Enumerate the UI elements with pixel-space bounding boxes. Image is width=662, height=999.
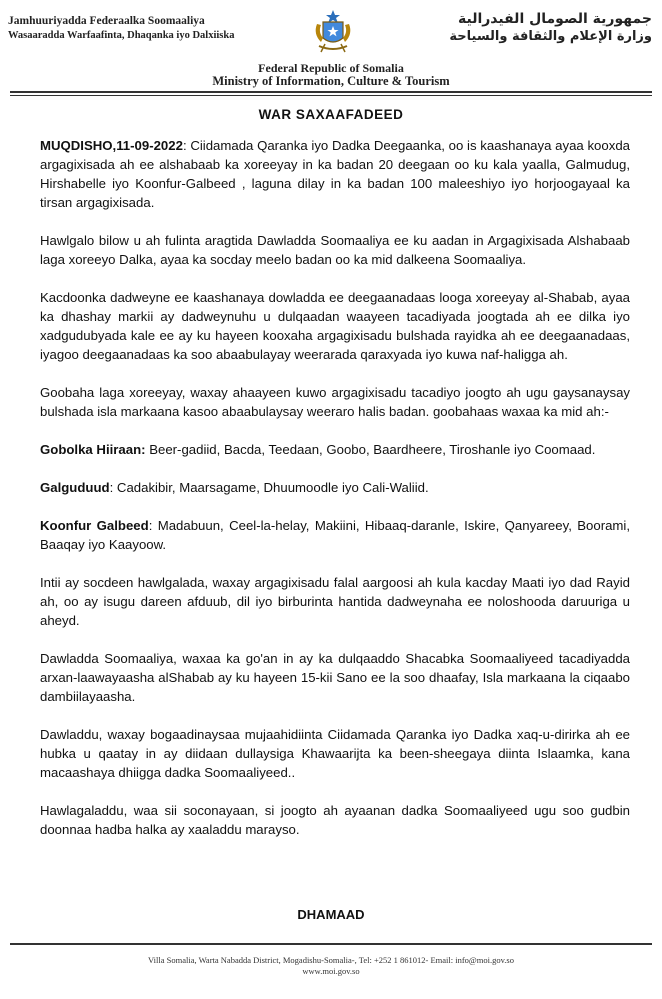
header-somali-line2: Wasaaradda Warfaafinta, Dhaqanka iyo Dalxiiska bbox=[8, 30, 235, 41]
paragraph bbox=[40, 725, 630, 782]
press-release-body bbox=[40, 136, 630, 858]
paragraph-text: Goobaha laga xoreeyay, waxay ahaayeen kuwo argagixisadu tacadiyo joogto ah ugu gaysanaysay bulshada isla markaana kasoo abaabulaysay weeraro halis badan. goobahaas waxaa ka mid ah:- bbox=[40, 385, 630, 419]
header-arabic-line1: جمهورية الصومال الفيدرالية bbox=[457, 11, 652, 27]
region-places: : Madabuun, Ceel-la-helay, Makiini, Hibaaq-daranle, Iskire, Qanyareey, Boorami, Baaqay iyo Kaayoow. bbox=[40, 518, 631, 552]
paragraph-text: Dawladdu, waxay bogaadinaysaa mujaahidiinta Ciidamada Qaranka iyo Dadka xaq-u-dirirka ah ee hubka u qaatay in ay diidaan dullaysiga Khawaarijta ka been-sheegaya diinta Islaamka, kana macaashaya dhiigga dadka Soomaaliyeed.. bbox=[40, 727, 630, 780]
region-list-hiiraan bbox=[40, 440, 630, 459]
region-list-koonfur-galbeed bbox=[40, 516, 630, 554]
paragraph-text: Hawlagaladdu, waa sii soconayaan, si joogto ah ayaanan dadka Soomaaliyeed ugu soo gudbin doonnaa hadba halka ay xaaladdu marayso. bbox=[40, 803, 630, 837]
region-name: Koonfur Galbeed bbox=[40, 518, 149, 533]
footer-divider bbox=[10, 943, 652, 945]
region-places: Beer-gadiid, Bacda, Teedaan, Goobo, Baardheere, Tiroshanle iyo Coomaad. bbox=[145, 442, 596, 457]
paragraph-text: Intii ay socdeen hawlgalada, waxay argagixisadu falal aargoosi ah kula kacday Maati iyo dad Rayid ah, oo ay isugu dareen afduub, dil iyo birburinta hantida dadweynaha ee noloshooda daruuriga u aheyd. bbox=[40, 575, 630, 628]
document-title: WAR SAXAAFADEED bbox=[258, 107, 404, 122]
region-name: Galguduud bbox=[40, 480, 110, 495]
header-somali-name bbox=[8, 14, 308, 43]
region-list-galguduud bbox=[40, 478, 630, 497]
paragraph-text: Kacdoonka dadweyne ee kaashanaya dowladda ee deegaanadaas looga xoreeyay al-Shabab, ayaa ka dhashay markii ay dadweynuhu u dulqaadan waayeen tacadiyada joogtada ah ee dilka iyo xadgudubyada kale ee ay ku hayeen kooxaha argagixisadu bulshada rayidka ah ee deegaanadaas, iyagoo deegaanadaas ka soo abaabulayay weerarada qaraxyada iyo kuwa naf-haligga ah. bbox=[40, 290, 630, 362]
paragraph-text: : Ciidamada Qaranka iyo Dadka Deegaanka, oo is kaashanaya ayaa kooxda argagixisada ah ee alshabaab ka xoreeyay in ka badan 20 deegaan oo ku kala yaalla, Galmudug, Hirshabelle iyo Koonfur-Galbeed , laguna dilay in ka badan 100 maleeshiyo iyo horjoogayaal ka tirsan argagixisada. bbox=[40, 138, 630, 210]
paragraph-lead: MUQDISHO,11-09-2022 bbox=[40, 138, 183, 153]
region-places: : Cadakibir, Maarsagame, Dhuumoodle iyo Cali-Waliid. bbox=[109, 480, 429, 495]
header-divider bbox=[10, 91, 652, 93]
region-name: Gobolka Hiiraan: bbox=[40, 442, 146, 457]
paragraph bbox=[40, 288, 630, 364]
footer-address: Villa Somalia, Warta Nabadda District, Mogadishu-Somalia-, Tel: +252 1 861012- Email: info@moi.gov.so bbox=[148, 955, 514, 965]
header-divider-thin bbox=[10, 95, 652, 96]
footer-website: www.moi.gov.so bbox=[302, 966, 360, 976]
paragraph bbox=[40, 383, 630, 421]
footer bbox=[0, 955, 662, 977]
paragraph bbox=[40, 136, 630, 212]
paragraph bbox=[40, 801, 630, 839]
header-somali-line1: Jamhuuriyadda Federaalka Soomaaliya bbox=[8, 15, 205, 27]
paragraph bbox=[40, 649, 630, 706]
somalia-coat-of-arms-icon bbox=[309, 8, 357, 56]
closing-mark: DHAMAAD bbox=[297, 907, 365, 922]
paragraph-text: Dawladda Soomaaliya, waxaa ka go'an in ay ka dulqaaddo Shacabka Soomaaliyeed tacadiyadda arxan-laawayaasha alShabab ay ku hayeen 15-kii Sano ee la soo dhaafay, Isla markaana la ciqaabo dambiilayaasha. bbox=[40, 651, 630, 704]
header-arabic-line2: وزارة الإعلام والثقافة والسياحة bbox=[449, 29, 652, 44]
paragraph-text: Hawlgalo bilow u ah fulinta aragtida Dawladda Soomaaliya ee ku aadan in Argagixisada Alshabaab laga xoreeyo Dalka, ayaa ka socday meelo badan oo ka mid dalkeena Soomaaliya. bbox=[40, 233, 630, 267]
header-arabic-name bbox=[392, 10, 652, 46]
paragraph bbox=[40, 231, 630, 269]
header-english-line2: Ministry of Information, Culture & Tourism bbox=[212, 74, 450, 88]
paragraph bbox=[40, 573, 630, 630]
header-english-line1: Federal Republic of Somalia bbox=[258, 61, 404, 75]
